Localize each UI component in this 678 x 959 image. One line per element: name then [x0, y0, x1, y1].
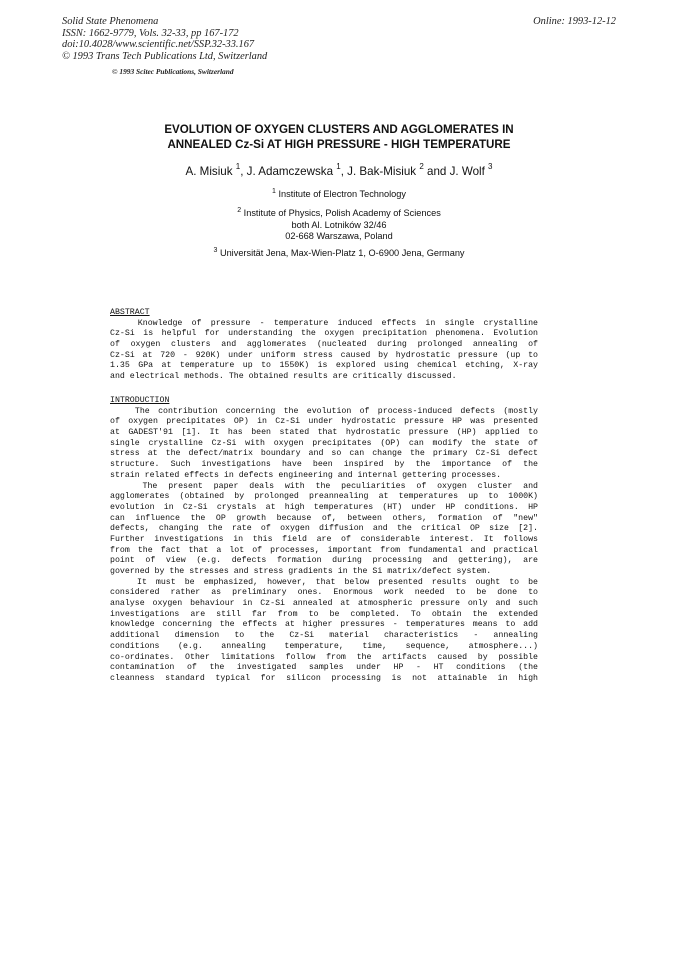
text-line: co-ordinates. Other limitations follow from the artifacts caused by possible: [110, 652, 538, 662]
affiliation-text: Universität Jena, Max-Wien-Platz 1, O-6900 Jena, Germany: [219, 248, 465, 259]
text-line: contamination of the investigated samples under HP - HT conditions (the: [110, 663, 538, 673]
affiliation-mark: 3: [213, 247, 218, 254]
text-line: analyse oxygen behaviour in Cz-Si annealed at atmospheric pressure only and such: [110, 599, 538, 609]
text-line: knowledge concerning the effects at higher pressures - temperatures means to add: [110, 620, 538, 630]
text-line: stress at the defect/matrix boundary and so can change the primary Cz-Si defect: [110, 449, 538, 459]
affiliation-text: Institute of Electron Technology: [278, 189, 406, 200]
text-line: from the fact that a lot of processes, important from fundamental and practical: [110, 545, 538, 555]
text-line: governed by the stresses and stress gradients in the Si matrix/defect system.: [110, 567, 492, 576]
author: J. Bak-Misiuk: [347, 164, 417, 178]
author-affiliation-mark: 2: [419, 162, 424, 171]
text-line: of oxygen precipitates OP) in Cz-Si under hydrostatic pressure HP was presented: [110, 417, 538, 427]
author-affiliation-mark: 1: [336, 162, 341, 171]
author-conjunction: and: [427, 164, 447, 178]
author: A. Misiuk: [185, 164, 233, 178]
affiliation-mark: 1: [272, 188, 276, 195]
affiliation-2: [80, 205, 598, 243]
journal-line: ISSN: 1662-9779, Vols. 32-33, pp 167-172: [62, 27, 239, 39]
text-line: evolution in Cz-Si crystals at high temperatures (HT) under HP conditions. HP: [110, 502, 538, 512]
text-line: The contribution concerning the evolution of process-induced defects (mostly: [110, 406, 538, 416]
text-line: cleanness standard typical for silicon processing is not attainable in high: [110, 673, 538, 683]
text-line: additional dimension to the Cz-Si material characteristics - annealing: [110, 631, 538, 641]
journal-line: © 1993 Trans Tech Publications Ltd, Switzerland: [62, 50, 268, 62]
text-line: considered rather as preliminary ones. Enormous work needed to be done to: [110, 588, 538, 598]
text-line: 1.35 GPa at temperature up to 1550K) is explored using chemical etching, X-ray: [110, 361, 538, 371]
text-line: conditions (e.g. annealing temperature, time, sequence, atmosphere...): [110, 641, 538, 651]
text-line: single crystalline Cz-Si with oxygen precipitates (OP) can modify the state of: [110, 438, 538, 448]
title-line: ANNEALED Cz-Si AT HIGH PRESSURE - HIGH TEMPERATURE: [167, 138, 511, 151]
title-line: EVOLUTION OF OXYGEN CLUSTERS AND AGGLOMERATES IN: [164, 123, 514, 136]
text-line: defects, changing the rate of oxygen diffusion and the critical OP size [2].: [110, 524, 538, 534]
text-line: point of view (e.g. defects formation during processing and gettering), are: [110, 556, 538, 566]
affiliation-text: both Al. Lotników 32/46: [291, 219, 387, 230]
author-affiliation-mark: 1: [235, 162, 241, 171]
abstract-heading: ABSTRACT: [110, 308, 150, 317]
introduction-section: [110, 396, 538, 685]
affiliation-text: 02-668 Warszawa, Poland: [285, 231, 393, 242]
text-line: It must be emphasized, however, that below presented results ought to be: [110, 577, 538, 587]
author-list: A. Misiuk $^1$, J. Adamczewska $^1$, J. Bak-Misiuk $^2$ and J. Wolf $^3$: [185, 162, 493, 178]
journal-info: [62, 16, 267, 62]
text-line: and electrical methods. The obtained results are critically discussed.: [110, 372, 457, 382]
author: J. Adamczewska: [246, 164, 334, 178]
text-line: can influence the OP growth because of, between others, formation of "new": [110, 513, 538, 523]
author: J. Wolf: [449, 164, 485, 178]
affiliation-mark: 2: [237, 207, 242, 214]
affiliation-1: [80, 186, 598, 201]
introduction-heading: INTRODUCTION: [110, 396, 170, 405]
text-line: agglomerates (obtained by prolonged preannealing at temperatures up to 1000K): [110, 492, 538, 502]
text-line: investigations are still far from to be completed. To obtain the extended: [110, 609, 538, 619]
text-line: of oxygen clusters and agglomerates (nucleated during prolonged annealing of: [110, 340, 538, 350]
text-line: at GADEST'91 [1]. It has been stated that hydrostatic pressure (HP) applied to: [110, 428, 538, 438]
text-line: structure. Such investigations have been inspired by the importance of the: [110, 460, 538, 470]
journal-line: Solid State Phenomena: [62, 16, 159, 27]
affiliation-text: Institute of Physics, Polish Academy of Sciences: [243, 208, 441, 219]
copyright-notice: © 1993 Scitec Publications, Switzerland: [112, 67, 234, 76]
text-line: Further investigations in this field are of considerable interest. It follows: [110, 534, 538, 544]
text-line: Cz-Si is helpful for understanding the oxygen precipitation phenomena. Evolution: [110, 329, 538, 339]
paper-title: [100, 122, 578, 152]
journal-line: doi:10.4028/www.scientific.net/SSP.32-33.167: [62, 39, 255, 51]
author-affiliation-mark: 3: [488, 162, 493, 171]
text-line: strain related effects in defects engineering and internal gettering processes.: [110, 470, 502, 480]
abstract-section: [110, 308, 538, 383]
text-line: Knowledge of pressure - temperature induced effects in single crystalline: [110, 318, 538, 328]
affiliation-3: [80, 245, 598, 260]
online-date: Online: 1993-12-12: [533, 16, 616, 27]
text-line: Cz-Si at 720 - 920K) under uniform stress caused by hydrostatic pressure (up to: [110, 350, 538, 360]
text-line: The present paper deals with the peculiarities of oxygen cluster and: [110, 481, 538, 491]
